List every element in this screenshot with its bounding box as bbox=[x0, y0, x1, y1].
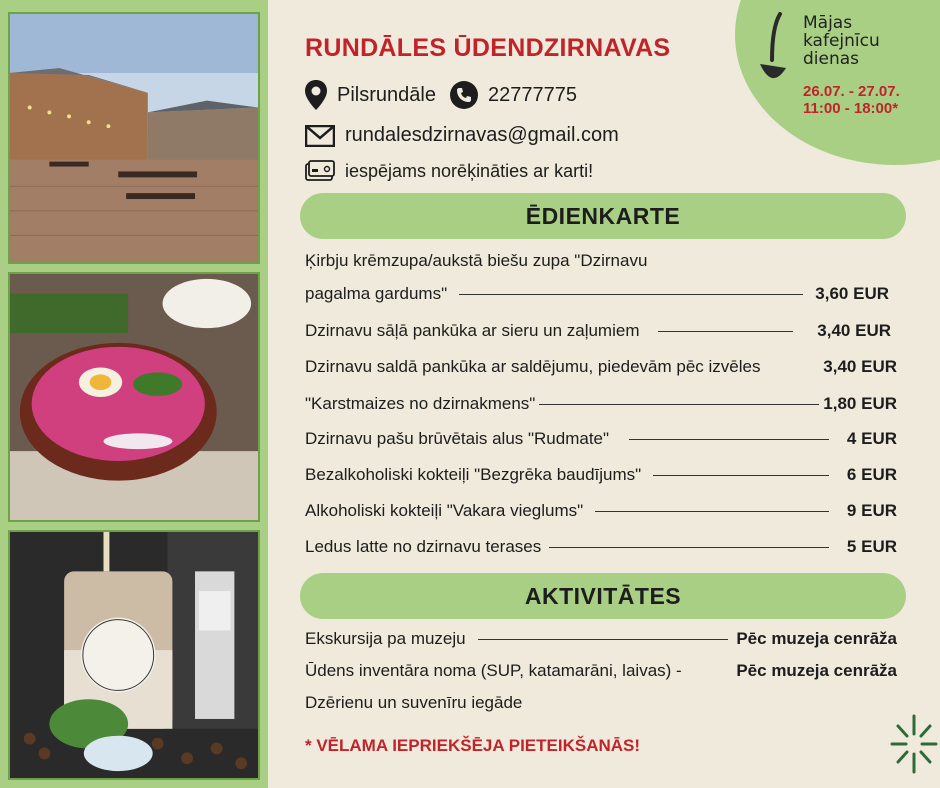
card-row bbox=[305, 160, 593, 182]
menu-item-price: 3,40 EUR bbox=[823, 357, 897, 376]
menu-item-price: 5 EUR bbox=[846, 537, 897, 556]
dotted-leader bbox=[595, 511, 829, 512]
menu-item-name: Dzirnavu pašu brūvētais alus "Rudmate" bbox=[305, 429, 610, 448]
dotted-leader bbox=[686, 671, 733, 672]
dotted-leader bbox=[478, 639, 729, 640]
location-text: Pilsrundāle bbox=[337, 83, 436, 106]
badge-title-line: kafejnīcu bbox=[803, 31, 880, 51]
iced-latte-photo bbox=[8, 530, 260, 780]
mill-courtyard-photo bbox=[8, 12, 260, 264]
dotted-leader bbox=[629, 439, 829, 440]
menu-item bbox=[305, 428, 897, 450]
menu-item-price: 6 EUR bbox=[846, 465, 897, 484]
menu-item-name-line1: Ķirbju krēmzupa/aukstā biešu zupa "Dzirnavu bbox=[305, 251, 648, 270]
badge-dates bbox=[803, 83, 900, 117]
sparkle-icon bbox=[888, 708, 940, 780]
ladle-icon bbox=[758, 12, 788, 88]
menu-item-name: pagalma gardums" bbox=[305, 284, 448, 303]
menu-item bbox=[305, 356, 897, 378]
dotted-leader bbox=[764, 367, 819, 368]
page-title: RUNDĀLES ŪDENDZIRNAVAS bbox=[305, 34, 671, 62]
activity-item bbox=[305, 628, 897, 650]
card-icon bbox=[305, 160, 335, 182]
reservation-note: * VĒLAMA IEPRIEKŠĒJA PIETEIKŠANĀS! bbox=[305, 736, 641, 755]
menu-item-name: Dzirnavu saldā pankūka ar saldējumu, piedevām pēc izvēles bbox=[305, 357, 761, 376]
menu-item bbox=[305, 464, 897, 486]
dotted-leader bbox=[658, 331, 794, 332]
menu-item bbox=[305, 320, 897, 342]
activity-name: Ekskursija pa muzeju bbox=[305, 629, 466, 648]
photo-strip bbox=[0, 0, 268, 788]
badge-hours: 11:00 - 18:00* bbox=[803, 100, 899, 117]
activity-name: Dzērienu un suvenīru iegāde bbox=[305, 693, 523, 712]
menu-item bbox=[305, 393, 897, 415]
menu-item bbox=[305, 283, 897, 305]
menu-item-price: 3,60 EUR bbox=[815, 284, 889, 303]
badge-title-line: dienas bbox=[803, 49, 860, 69]
activity-price: Pēc muzeja cenrāža bbox=[736, 629, 897, 648]
activity-price: Pēc muzeja cenrāža bbox=[736, 661, 897, 680]
menu-item-price: 9 EUR bbox=[846, 501, 897, 520]
menu-item-name: "Karstmaizes no dzirnakmens" bbox=[305, 394, 536, 413]
dotted-leader bbox=[539, 404, 819, 405]
phone-number[interactable]: 22777775 bbox=[487, 83, 577, 106]
phone-icon bbox=[450, 81, 478, 109]
dotted-leader bbox=[653, 475, 829, 476]
location-row bbox=[305, 80, 577, 110]
envelope-icon bbox=[305, 125, 335, 147]
badge-date-range: 26.07. - 27.07. bbox=[803, 83, 900, 100]
location-pin-icon bbox=[305, 80, 327, 110]
menu-heading: ĒDIENKARTE bbox=[300, 193, 906, 239]
badge-title-line: Mājas bbox=[803, 13, 853, 33]
activities-heading: AKTIVITĀTES bbox=[300, 573, 906, 619]
badge-title bbox=[803, 14, 923, 68]
menu-item-name: Bezalkoholiski kokteiļi "Bezgrēka baudījums" bbox=[305, 465, 642, 484]
menu-item-price: 1,80 EUR bbox=[823, 394, 897, 413]
menu-item-name: Alkoholiski kokteiļi "Vakara vieglums" bbox=[305, 501, 584, 520]
menu-item-price: 3,40 EUR bbox=[817, 321, 891, 340]
card-payment-note: iespējams norēķināties ar karti! bbox=[345, 160, 594, 181]
menu-item bbox=[305, 500, 897, 522]
email-link[interactable]: rundalesdzirnavas@gmail.com bbox=[345, 124, 619, 146]
dotted-leader bbox=[459, 294, 803, 295]
menu-item-name: Ledus latte no dzirnavu terases bbox=[305, 537, 542, 556]
menu-item bbox=[305, 536, 897, 558]
activity-name: Ūdens inventāra noma (SUP, katamarāni, laivas) - bbox=[305, 661, 682, 680]
menu-item-name: Dzirnavu sāļā pankūka ar sieru un zaļumiem bbox=[305, 321, 640, 340]
email-row bbox=[305, 124, 619, 147]
menu-item-price: 4 EUR bbox=[846, 429, 897, 448]
activity-item bbox=[305, 660, 897, 682]
beet-soup-photo bbox=[8, 272, 260, 522]
dotted-leader bbox=[549, 547, 829, 548]
